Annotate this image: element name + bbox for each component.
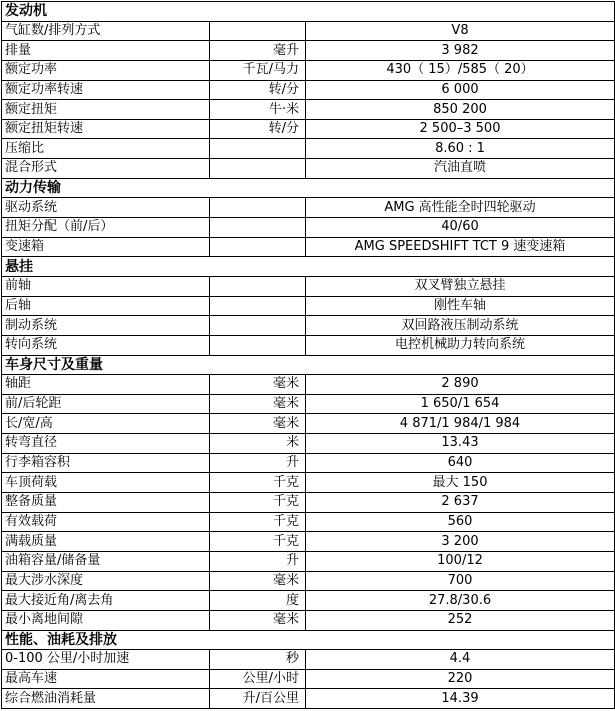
spec-label: 额定功率: [2, 60, 210, 80]
spec-label: 整备质量: [2, 493, 210, 513]
spec-label: 驱动系统: [2, 198, 210, 218]
section-header-row: [2, 2, 615, 22]
section-header-row: [2, 178, 615, 198]
spec-row: [2, 453, 615, 473]
spec-label: 0-100 公里/小时加速: [2, 650, 210, 670]
spec-value: 刚性车轴: [306, 296, 615, 316]
spec-value: 700: [306, 571, 615, 591]
spec-label: 行李箱容积: [2, 453, 210, 473]
spec-label: 压缩比: [2, 139, 210, 159]
spec-value: 2 890: [306, 375, 615, 395]
spec-unit: 毫米: [210, 610, 306, 630]
spec-row: [2, 119, 615, 139]
spec-label: 有效载荷: [2, 512, 210, 532]
spec-label: 转弯直径: [2, 434, 210, 454]
spec-value: 双叉臂独立悬挂: [306, 276, 615, 296]
spec-row: [2, 218, 615, 238]
spec-value: 8.60 : 1: [306, 139, 615, 159]
spec-value: 100/12: [306, 551, 615, 571]
spec-value: 2 500–3 500: [306, 119, 615, 139]
spec-unit: [210, 21, 306, 41]
spec-label: 气缸数/排列方式: [2, 21, 210, 41]
spec-row: [2, 60, 615, 80]
spec-label: 车顶荷载: [2, 473, 210, 493]
spec-unit: 升/百公里: [210, 689, 306, 709]
spec-unit: 牛·米: [210, 100, 306, 120]
spec-unit: 千瓦/马力: [210, 60, 306, 80]
spec-unit: [210, 237, 306, 257]
spec-value: 14.39: [306, 689, 615, 709]
spec-unit: [210, 276, 306, 296]
spec-label: 最高车速: [2, 669, 210, 689]
spec-label: 长/宽/高: [2, 414, 210, 434]
section-header-row: [2, 257, 615, 277]
spec-unit: 转/分: [210, 80, 306, 100]
spec-label: 前轴: [2, 276, 210, 296]
spec-value: 电控机械助力转向系统: [306, 335, 615, 355]
spec-value: 最大 150: [306, 473, 615, 493]
spec-unit: 千克: [210, 512, 306, 532]
spec-value: AMG 高性能全时四轮驱动: [306, 198, 615, 218]
section-title: 悬挂: [2, 257, 615, 277]
spec-label: 混合形式: [2, 159, 210, 179]
spec-unit: 转/分: [210, 119, 306, 139]
spec-value: 2 637: [306, 493, 615, 513]
spec-value: 1 650/1 654: [306, 394, 615, 414]
spec-row: [2, 473, 615, 493]
spec-table: [1, 1, 615, 709]
spec-value: 27.8/30.6: [306, 591, 615, 611]
spec-value: 252: [306, 610, 615, 630]
spec-row: [2, 21, 615, 41]
spec-unit: [210, 139, 306, 159]
spec-row: [2, 650, 615, 670]
spec-unit: 毫米: [210, 414, 306, 434]
spec-row: [2, 551, 615, 571]
spec-value: 13.43: [306, 434, 615, 454]
spec-label: 排量: [2, 41, 210, 61]
spec-unit: 千克: [210, 532, 306, 552]
spec-unit: 升: [210, 453, 306, 473]
spec-label: 满载质量: [2, 532, 210, 552]
spec-label: 前/后轮距: [2, 394, 210, 414]
spec-row: [2, 80, 615, 100]
spec-value: 3 982: [306, 41, 615, 61]
spec-row: [2, 100, 615, 120]
spec-value: 430（ 15）/585（ 20）: [306, 60, 615, 80]
spec-label: 变速箱: [2, 237, 210, 257]
spec-value: 4 871/1 984/1 984: [306, 414, 615, 434]
section-header-row: [2, 355, 615, 375]
spec-label: 最大涉水深度: [2, 571, 210, 591]
spec-row: [2, 532, 615, 552]
spec-unit: 毫升: [210, 41, 306, 61]
spec-unit: [210, 218, 306, 238]
spec-unit: [210, 159, 306, 179]
spec-unit: 千克: [210, 493, 306, 513]
spec-unit: 公里/小时: [210, 669, 306, 689]
spec-row: [2, 198, 615, 218]
spec-row: [2, 375, 615, 395]
spec-row: [2, 159, 615, 179]
spec-label: 额定扭矩转速: [2, 119, 210, 139]
spec-row: [2, 237, 615, 257]
spec-unit: [210, 296, 306, 316]
spec-row: [2, 689, 615, 709]
spec-value: 双回路液压制动系统: [306, 316, 615, 336]
section-title: 性能、油耗及排放: [2, 630, 615, 650]
section-header-row: [2, 630, 615, 650]
spec-label: 额定扭矩: [2, 100, 210, 120]
spec-unit: 秒: [210, 650, 306, 670]
spec-unit: [210, 198, 306, 218]
spec-label: 转向系统: [2, 335, 210, 355]
spec-unit: 千克: [210, 473, 306, 493]
spec-row: [2, 335, 615, 355]
spec-unit: 毫米: [210, 571, 306, 591]
spec-label: 最大接近角/离去角: [2, 591, 210, 611]
spec-unit: [210, 335, 306, 355]
spec-row: [2, 591, 615, 611]
spec-table-body: [2, 2, 615, 709]
spec-label: 最小离地间隙: [2, 610, 210, 630]
spec-value: V8: [306, 21, 615, 41]
spec-value: 850 200: [306, 100, 615, 120]
spec-value: 560: [306, 512, 615, 532]
spec-value: 40/60: [306, 218, 615, 238]
spec-unit: 升: [210, 551, 306, 571]
spec-row: [2, 414, 615, 434]
spec-label: 扭矩分配（前/后）: [2, 218, 210, 238]
spec-row: [2, 434, 615, 454]
section-title: 动力传输: [2, 178, 615, 198]
spec-row: [2, 316, 615, 336]
spec-row: [2, 296, 615, 316]
spec-label: 制动系统: [2, 316, 210, 336]
spec-unit: 度: [210, 591, 306, 611]
spec-value: 640: [306, 453, 615, 473]
spec-row: [2, 512, 615, 532]
spec-label: 轴距: [2, 375, 210, 395]
spec-unit: [210, 316, 306, 336]
spec-label: 油箱容量/储备量: [2, 551, 210, 571]
spec-label: 综合燃油消耗量: [2, 689, 210, 709]
spec-row: [2, 41, 615, 61]
spec-value: 220: [306, 669, 615, 689]
spec-row: [2, 139, 615, 159]
spec-value: AMG SPEEDSHIFT TCT 9 速变速箱: [306, 237, 615, 257]
spec-label: 额定功率转速: [2, 80, 210, 100]
spec-value: 6 000: [306, 80, 615, 100]
spec-row: [2, 493, 615, 513]
spec-row: [2, 394, 615, 414]
spec-row: [2, 276, 615, 296]
spec-row: [2, 571, 615, 591]
spec-row: [2, 669, 615, 689]
section-title: 车身尺寸及重量: [2, 355, 615, 375]
spec-unit: 米: [210, 434, 306, 454]
section-title: 发动机: [2, 2, 615, 22]
spec-row: [2, 610, 615, 630]
spec-label: 后轴: [2, 296, 210, 316]
spec-value: 汽油直喷: [306, 159, 615, 179]
spec-value: 4.4: [306, 650, 615, 670]
spec-value: 3 200: [306, 532, 615, 552]
spec-unit: 毫米: [210, 375, 306, 395]
spec-unit: 毫米: [210, 394, 306, 414]
